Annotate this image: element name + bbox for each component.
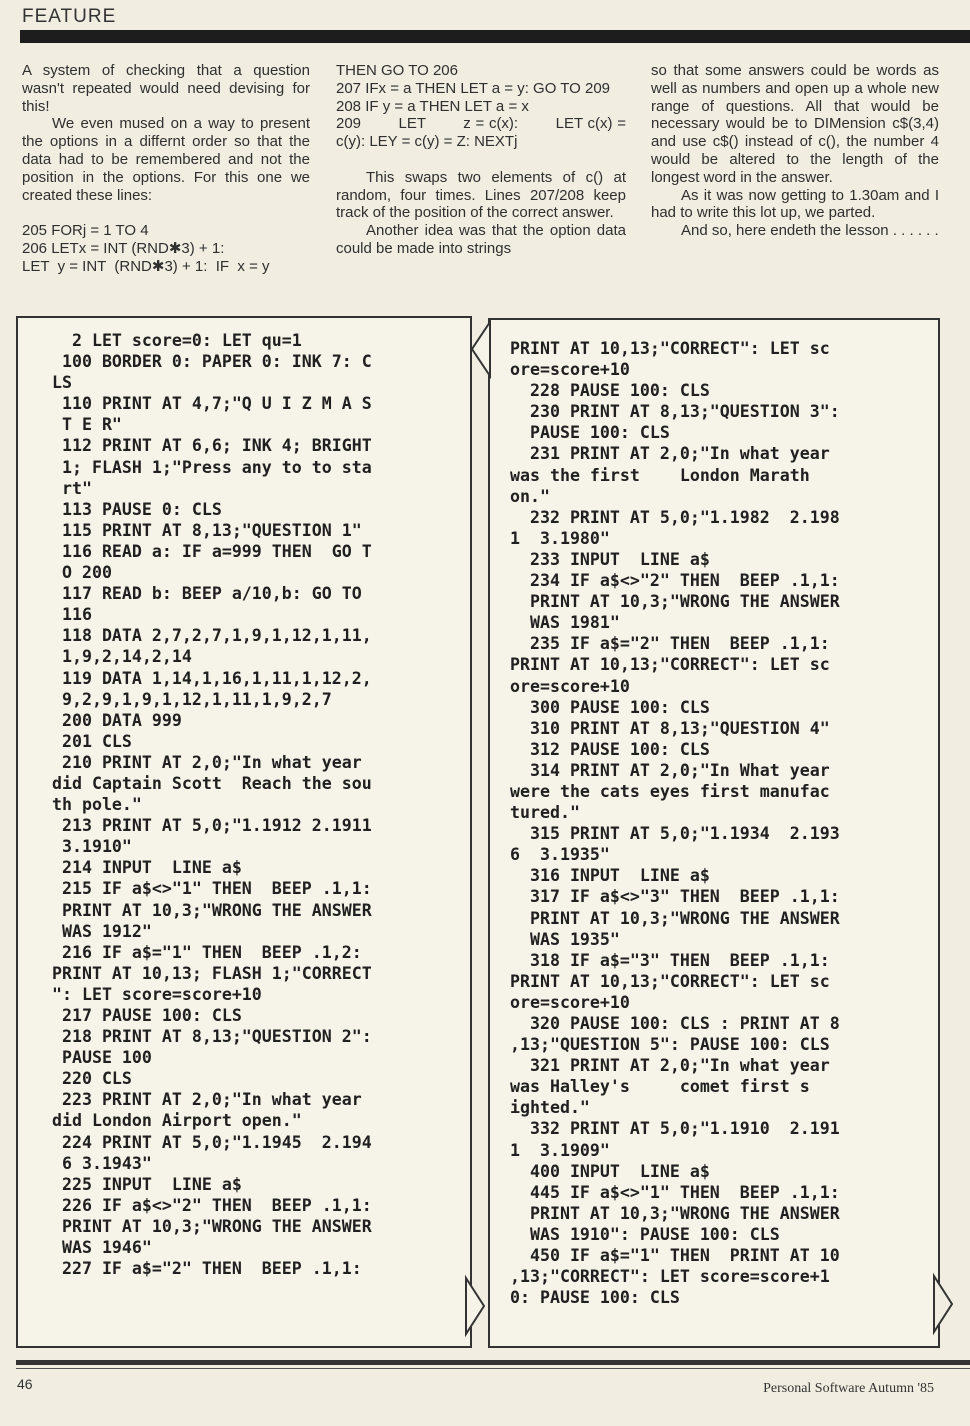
- article-column-3: [651, 62, 944, 240]
- article-paragraph: so that some answers could be words as well as numbers and open up a whole new range of questions. All that would be necessary would be to DIMension c$(3,4) and use c$() instead of c(), the number 4 would be altered to the length of the longest word in the answer.: [651, 62, 944, 186]
- listing-box-left: [16, 316, 472, 1348]
- article-column-2: [336, 62, 631, 258]
- article-paragraph: THEN GO TO 206 207 IFx = a THEN LET a = y: GO TO 209 208 IF y = a THEN LET a = x 209 LET z = c(x): LET c(x) = c(y): LEY = c(y) = Z: NEXTj: [336, 62, 626, 151]
- right-edge-chevron-notch-icon: [934, 1276, 958, 1332]
- article-column-1: [22, 62, 315, 276]
- article-paragraph: A system of checking that a question wasn't repeated would need devising for this!: [22, 62, 315, 115]
- article-paragraph: As it was now getting to 1.30am and I had to write this lot up, we parted.: [651, 186, 944, 222]
- article-paragraph: 205 FORj = 1 TO 4 206 LETx = INT (RND✱3) + 1: LET y = INT (RND✱3) + 1: IF x = y: [22, 222, 270, 275]
- footer-rule: [16, 1360, 970, 1365]
- page-number: 46: [17, 1376, 33, 1392]
- article-paragraph: Another idea was that the option data could be made into strings: [336, 222, 631, 257]
- left-chevron-notch-icon: [468, 322, 492, 376]
- section-label: FEATURE: [22, 6, 117, 27]
- article-paragraph: We even mused on a way to present the options in a differnt order so that the data had to be remembered and not the position in the options. For this one we created these lines:: [22, 115, 315, 204]
- article-paragraph: And so, here endeth the lesson . . . . . .: [681, 222, 939, 240]
- listing-box-right: [488, 318, 940, 1348]
- article-paragraph: [22, 204, 310, 222]
- footer-rule-thin: [16, 1368, 970, 1369]
- article-paragraph: [336, 151, 626, 169]
- program-listing-right: PRINT AT 10,13;"CORRECT": LET sc ore=score+10 228 PAUSE 100: CLS 230 PRINT AT 8,13;"QUESTION 3": PAUSE 100: CLS 231 PRINT AT 2,0;"In what year was the first London Marath on." 232 PRINT AT 5,0;"1.1982 2.198 1 3.1980" 233 INPUT LINE a$ 234 IF a$<>"2" THEN BEEP .1,1: PRINT AT 10,3;"WRONG THE ANSWER WAS 1981" 235 IF a$="2" THEN BEEP .1,1: PRINT AT 10,13;"CORRECT": LET sc ore=score+10 300 PAUSE 100: CLS 310 PRINT AT 8,13;"QUESTION 4" 312 PAUSE 100: CLS 314 PRINT AT 2,0;"In What year were the cats eyes first manufac tured." 315 PRINT AT 5,0;"1.1934 2.193 6 3.1935" 316 INPUT LINE a$ 317 IF a$<>"3" THEN BEEP .1,1: PRINT AT 10,3;"WRONG THE ANSWER WAS 1935" 318 IF a$="3" THEN BEEP .1,1: PRINT AT 10,13;"CORRECT": LET sc ore=score+10 320 PAUSE 100: CLS : PRINT AT 8 ,13;"QUESTION 5": PAUSE 100: CLS 321 PRINT AT 2,0;"In what year was Halley's comet first s ighted." 332 PRINT AT 5,0;"1.1910 2.191 1 3.1909" 400 INPUT LINE a$ 445 IF a$<>"1" THEN BEEP .1,1: PRINT AT 10,3;"WRONG THE ANSWER WAS 1910": PAUSE 100: CLS 450 IF a$="1" THEN PRINT AT 10 ,13;"CORRECT": LET score=score+1 0: PAUSE 100: CLS: [510, 339, 840, 1308]
- header-bar: [20, 30, 970, 43]
- program-listing-left: 2 LET score=0: LET qu=1 100 BORDER 0: PAPER 0: INK 7: C LS 110 PRINT AT 4,7;"Q U I Z M A S T E R" 112 PRINT AT 6,6; INK 4; BRIGHT 1; FLASH 1;"Press any to to sta rt" 113 PAUSE 0: CLS 115 PRINT AT 8,13;"QUESTION 1" 116 READ a: IF a=999 THEN GO T O 200 117 READ b: BEEP a/10,b: GO TO 116 118 DATA 2,7,2,7,1,9,1,12,1,11, 1,9,2,14,2,14 119 DATA 1,14,1,16,1,11,1,12,2, 9,2,9,1,9,1,12,1,11,1,9,2,7 200 DATA 999 201 CLS 210 PRINT AT 2,0;"In what year did Captain Scott Reach the sou th pole." 213 PRINT AT 5,0;"1.1912 2.1911 3.1910" 214 INPUT LINE a$ 215 IF a$<>"1" THEN BEEP .1,1: PRINT AT 10,3;"WRONG THE ANSWER WAS 1912" 216 IF a$="1" THEN BEEP .1,2: PRINT AT 10,13; FLASH 1;"CORRECT ": LET score=score+10 217 PAUSE 100: CLS 218 PRINT AT 8,13;"QUESTION 2": PAUSE 100 220 CLS 223 PRINT AT 2,0;"In what year did London Airport open." 224 PRINT AT 5,0;"1.1945 2.194 6 3.1943" 225 INPUT LINE a$ 226 IF a$<>"2" THEN BEEP .1,1: PRINT AT 10,3;"WRONG THE ANSWER WAS 1946" 227 IF a$="2" THEN BEEP .1,1:: [51, 331, 372, 1279]
- article-paragraph: This swaps two elements of c() at random, four times. Lines 207/208 keep track of the position of the correct answer.: [336, 168, 631, 222]
- publication-name: Personal Software Autumn '85: [763, 1381, 934, 1396]
- right-chevron-notch-icon: [466, 1278, 490, 1334]
